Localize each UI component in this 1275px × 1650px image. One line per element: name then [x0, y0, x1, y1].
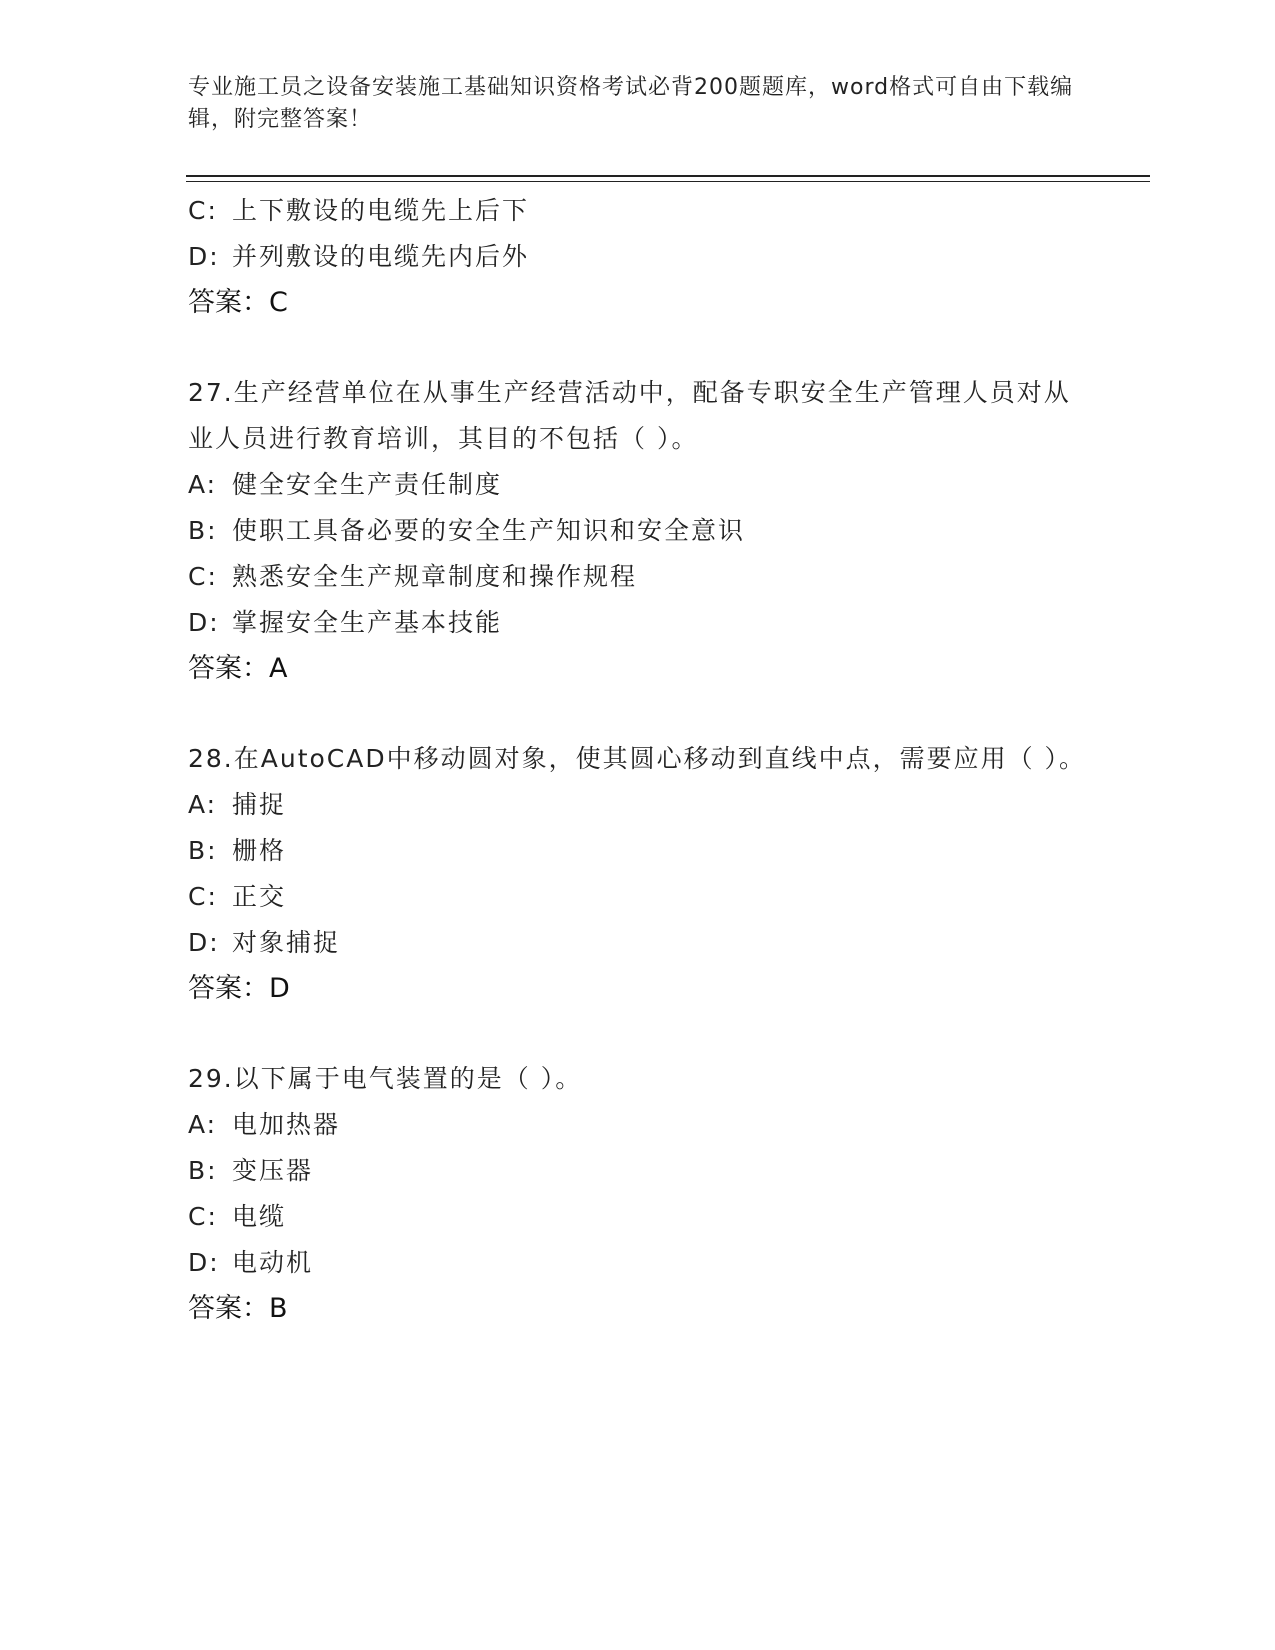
- option-text: 并列敷设的电缆先内后外: [232, 242, 530, 271]
- option-b: [188, 828, 1088, 874]
- header-divider-thick: [186, 175, 1150, 177]
- option-a: [188, 1102, 1088, 1148]
- option-text: 电加热器: [232, 1110, 341, 1139]
- option-text: 栅格: [232, 836, 287, 865]
- question-stem: 28.在AutoCAD中移动圆对象，使其圆心移动到直线中点，需要应用（ ）。: [188, 744, 1087, 773]
- option-a: [188, 782, 1088, 828]
- option-text: 电动机: [232, 1248, 314, 1277]
- question-stem: 29.以下属于电气装置的是（ ）。: [188, 1064, 583, 1093]
- question-27: [188, 370, 1088, 692]
- option-letter: D:: [188, 1248, 220, 1277]
- document-header-title: 专业施工员之设备安装施工基础知识资格考试必背200题题库，word格式可自由下载编辑，附完整答案！: [188, 75, 1074, 132]
- option-b: [188, 508, 1088, 554]
- option-letter: A:: [188, 470, 218, 499]
- option-letter: D:: [188, 242, 220, 271]
- answer-line: 答案：C: [188, 287, 288, 318]
- option-c: [188, 874, 1088, 920]
- answer-line: 答案：D: [188, 973, 290, 1004]
- question-29: [188, 1056, 1088, 1332]
- question-list: [188, 188, 1088, 1332]
- option-letter: A:: [188, 790, 218, 819]
- header-divider-thin: [186, 181, 1150, 182]
- option-letter: C:: [188, 882, 218, 911]
- option-a: [188, 462, 1088, 508]
- option-d: [188, 234, 1088, 280]
- option-text: 变压器: [232, 1156, 314, 1185]
- option-letter: D:: [188, 608, 220, 637]
- option-c: [188, 1194, 1088, 1240]
- option-d: [188, 1240, 1088, 1286]
- answer-line: 答案：A: [188, 653, 288, 684]
- option-text: 熟悉安全生产规章制度和操作规程: [232, 562, 638, 591]
- option-letter: C:: [188, 562, 218, 591]
- answer-line: 答案：B: [188, 1293, 288, 1324]
- option-text: 对象捕捉: [232, 928, 341, 957]
- option-d: [188, 920, 1088, 966]
- option-letter: B:: [188, 516, 218, 545]
- option-letter: B:: [188, 836, 218, 865]
- option-letter: C:: [188, 196, 218, 225]
- option-b: [188, 1148, 1088, 1194]
- option-text: 电缆: [232, 1202, 287, 1231]
- option-c: [188, 188, 1088, 234]
- option-text: 使职工具备必要的安全生产知识和安全意识: [232, 516, 746, 545]
- option-letter: B:: [188, 1156, 218, 1185]
- option-letter: D:: [188, 928, 220, 957]
- continued-question: [188, 188, 1088, 326]
- option-text: 上下敷设的电缆先上后下: [232, 196, 530, 225]
- option-d: [188, 600, 1088, 646]
- question-stem: 27.生产经营单位在从事生产经营活动中，配备专职安全生产管理人员对从业人员进行教育培训，其目的不包括（ ）。: [188, 378, 1071, 453]
- option-text: 正交: [232, 882, 287, 911]
- option-text: 健全安全生产责任制度: [232, 470, 503, 499]
- option-text: 掌握安全生产基本技能: [232, 608, 503, 637]
- option-letter: A:: [188, 1110, 218, 1139]
- question-28: [188, 736, 1088, 1012]
- option-letter: C:: [188, 1202, 218, 1231]
- option-c: [188, 554, 1088, 600]
- option-text: 捕捉: [232, 790, 287, 819]
